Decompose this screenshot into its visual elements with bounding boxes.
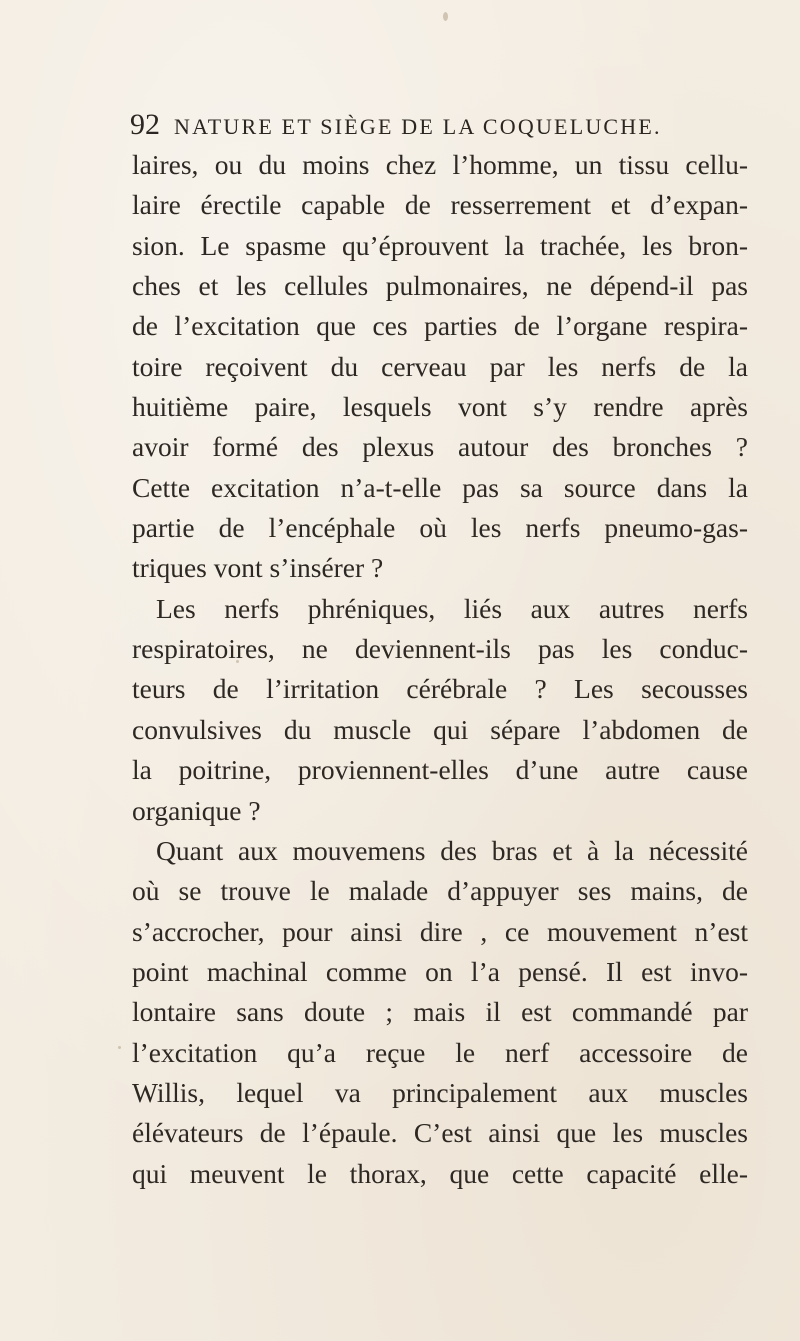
- text-line: Quant aux mouvemens des bras et à la nécessité: [156, 834, 748, 866]
- text-line: la poitrine, proviennent-elles d’une autre cause: [132, 754, 748, 786]
- text-line: Cette excitation n’a-t-elle pas sa source dans la: [132, 471, 748, 503]
- text-line: l’excitation qu’a reçue le nerf accessoire de: [132, 1036, 748, 1068]
- text-line: point machinal comme on l’a pensé. Il est invo-: [132, 955, 748, 987]
- text-line: laires, ou du moins chez l’homme, un tissu cellu-: [132, 149, 748, 180]
- text-line: lontaire sans doute ; mais il est commandé par: [132, 996, 748, 1028]
- text-line: avoir formé des plexus autour des bronches ?: [132, 431, 748, 463]
- text-line: élévateurs de l’épaule. C’est ainsi que les muscles: [132, 1117, 748, 1149]
- text-line: teurs de l’irritation cérébrale ? Les secousses: [132, 673, 748, 705]
- paper-speck: [118, 1046, 121, 1049]
- text-line: Willis, lequel va principalement aux muscles: [132, 1076, 748, 1108]
- text-line: s’accrocher, pour ainsi dire , ce mouvement n’est: [132, 915, 748, 947]
- text-line: partie de l’encéphale où les nerfs pneumo-gas-: [132, 512, 748, 544]
- text-line: ches et les cellules pulmonaires, ne dépend-il pas: [132, 270, 748, 302]
- body-text: [132, 145, 748, 1194]
- text-line: triques vont s’insérer ?: [132, 552, 384, 584]
- text-line: de l’excitation que ces parties de l’organe respira-: [132, 310, 748, 342]
- running-title: NATURE ET SIÈGE DE LA COQUELUCHE.: [174, 114, 662, 139]
- text-line: huitième paire, lesquels vont s’y rendre après: [132, 391, 748, 423]
- text-line: convulsives du muscle qui sépare l’abdomen de: [132, 713, 748, 745]
- text-line: où se trouve le malade d’appuyer ses mains, de: [132, 875, 748, 907]
- paper-speck: [443, 12, 448, 21]
- running-head: [130, 108, 710, 142]
- text-line: qui meuvent le thorax, que cette capacité elle-: [132, 1157, 748, 1189]
- page-number: 92: [130, 108, 160, 141]
- text-line: respiratoires, ne deviennent-ils pas les conduc-: [132, 633, 748, 665]
- text-line: organique ?: [132, 794, 261, 826]
- text-line: Les nerfs phréniques, liés aux autres nerfs: [156, 592, 748, 624]
- text-line: sion. Le spasme qu’éprouvent la trachée, les bron-: [132, 229, 748, 261]
- text-line: toire reçoivent du cerveau par les nerfs de la: [132, 350, 748, 382]
- text-line: laire érectile capable de resserrement et d’expan-: [132, 189, 748, 221]
